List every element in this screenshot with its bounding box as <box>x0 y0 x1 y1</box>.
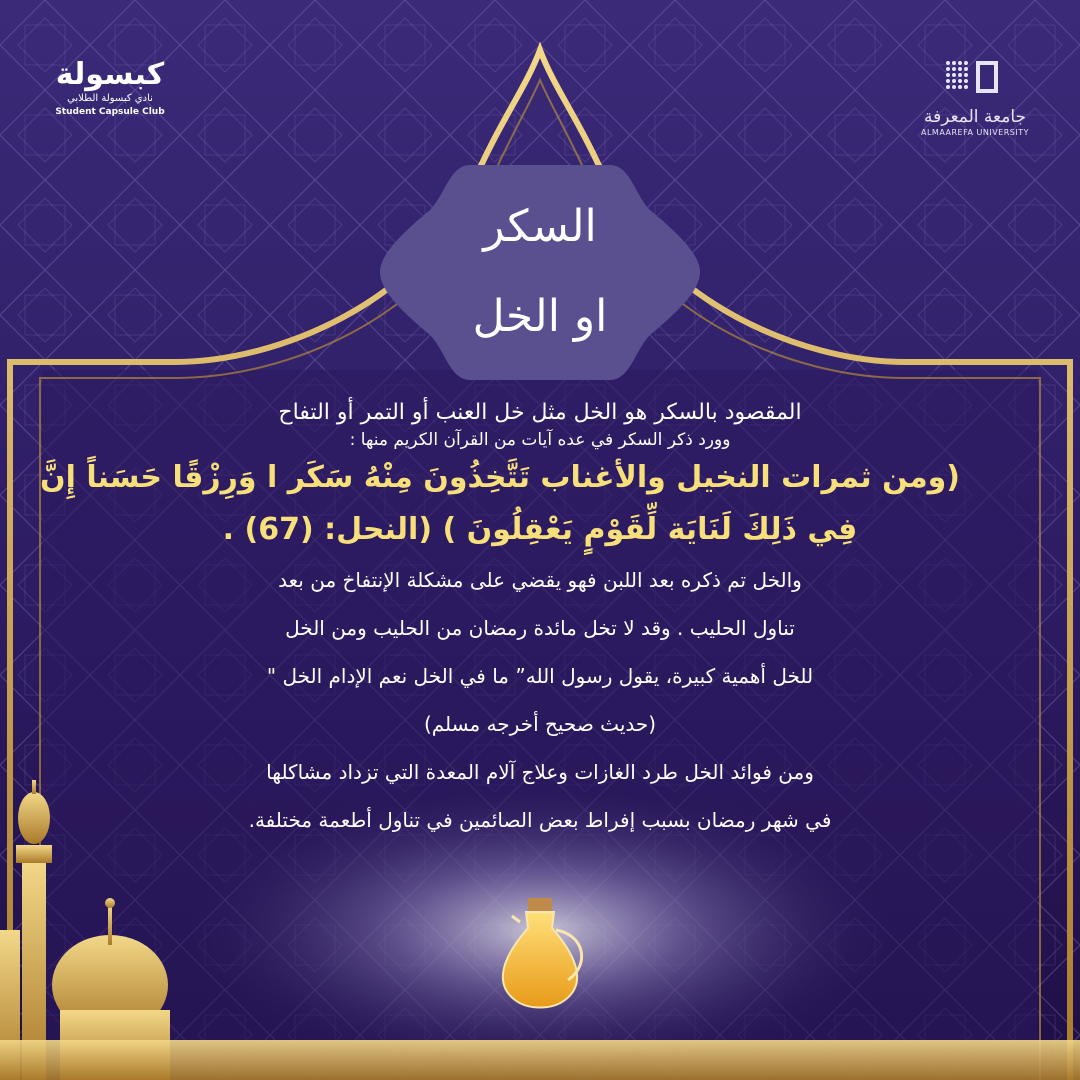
student-capsule-club-logo <box>40 58 180 118</box>
article-body <box>40 398 960 844</box>
intro-line-1: المقصود بالسكر هو الخل مثل خل العنب أو التمر أو التفاح <box>278 400 802 425</box>
body-line-5: ومن فوائد الخل طرد الغازات وعلاج آلام المعدة التي تزداد مشاكلها <box>266 760 814 784</box>
capsule-arabic-subtitle: نادي كبسولة الطلابي <box>67 93 153 104</box>
university-arabic-name: جامعة المعرفة <box>923 107 1027 127</box>
title-line-1: السكر <box>483 201 597 252</box>
title-line-2: او الخل <box>472 291 608 342</box>
body-line-6: في شهر رمضان بسبب إفراط بعض الصائمين في تناول أطعمة مختلفة. <box>248 808 832 832</box>
university-grid-icon <box>940 55 1010 99</box>
verse-line-1: (ومن ثمرات النخيل والأغناب تَتَّخِذُونَ مِنْهُ سَكَر ا وَرِزْقًا حَسَناً إِنَّ <box>40 460 960 495</box>
almaarefa-university-logo <box>905 55 1045 138</box>
title-box-shape <box>380 165 700 380</box>
body-line-1: والخل تم ذكره بعد اللبن فهو يقضي على مشكلة الإنتفاخ من بعد <box>278 568 802 592</box>
capsule-logo-mark: كبسولة <box>55 57 165 92</box>
body-line-3: للخل أهمية كبيرة، يقول رسول الله” ما في الخل نعم الإدام الخل " <box>266 664 814 688</box>
university-english-name: ALMAAREFA UNIVERSITY <box>921 128 1029 137</box>
title-box <box>380 165 700 380</box>
verse-line-2: فِي ذَلِكَ لَنَايَة لِّقَوْمٍ يَعْقِلُونَ ) (النحل: (67) . <box>222 512 858 547</box>
capsule-english-subtitle: Student Capsule Club <box>55 107 165 117</box>
body-line-2: تناول الحليب . وقد لا تخل مائدة رمضان من الحليب ومن الخل <box>285 616 795 640</box>
intro-line-2: وورد ذكر السكر في عده آيات من القرآن الكريم منها : <box>349 430 731 450</box>
body-line-4: (حديث صحيح أخرجه مسلم) <box>423 712 657 736</box>
